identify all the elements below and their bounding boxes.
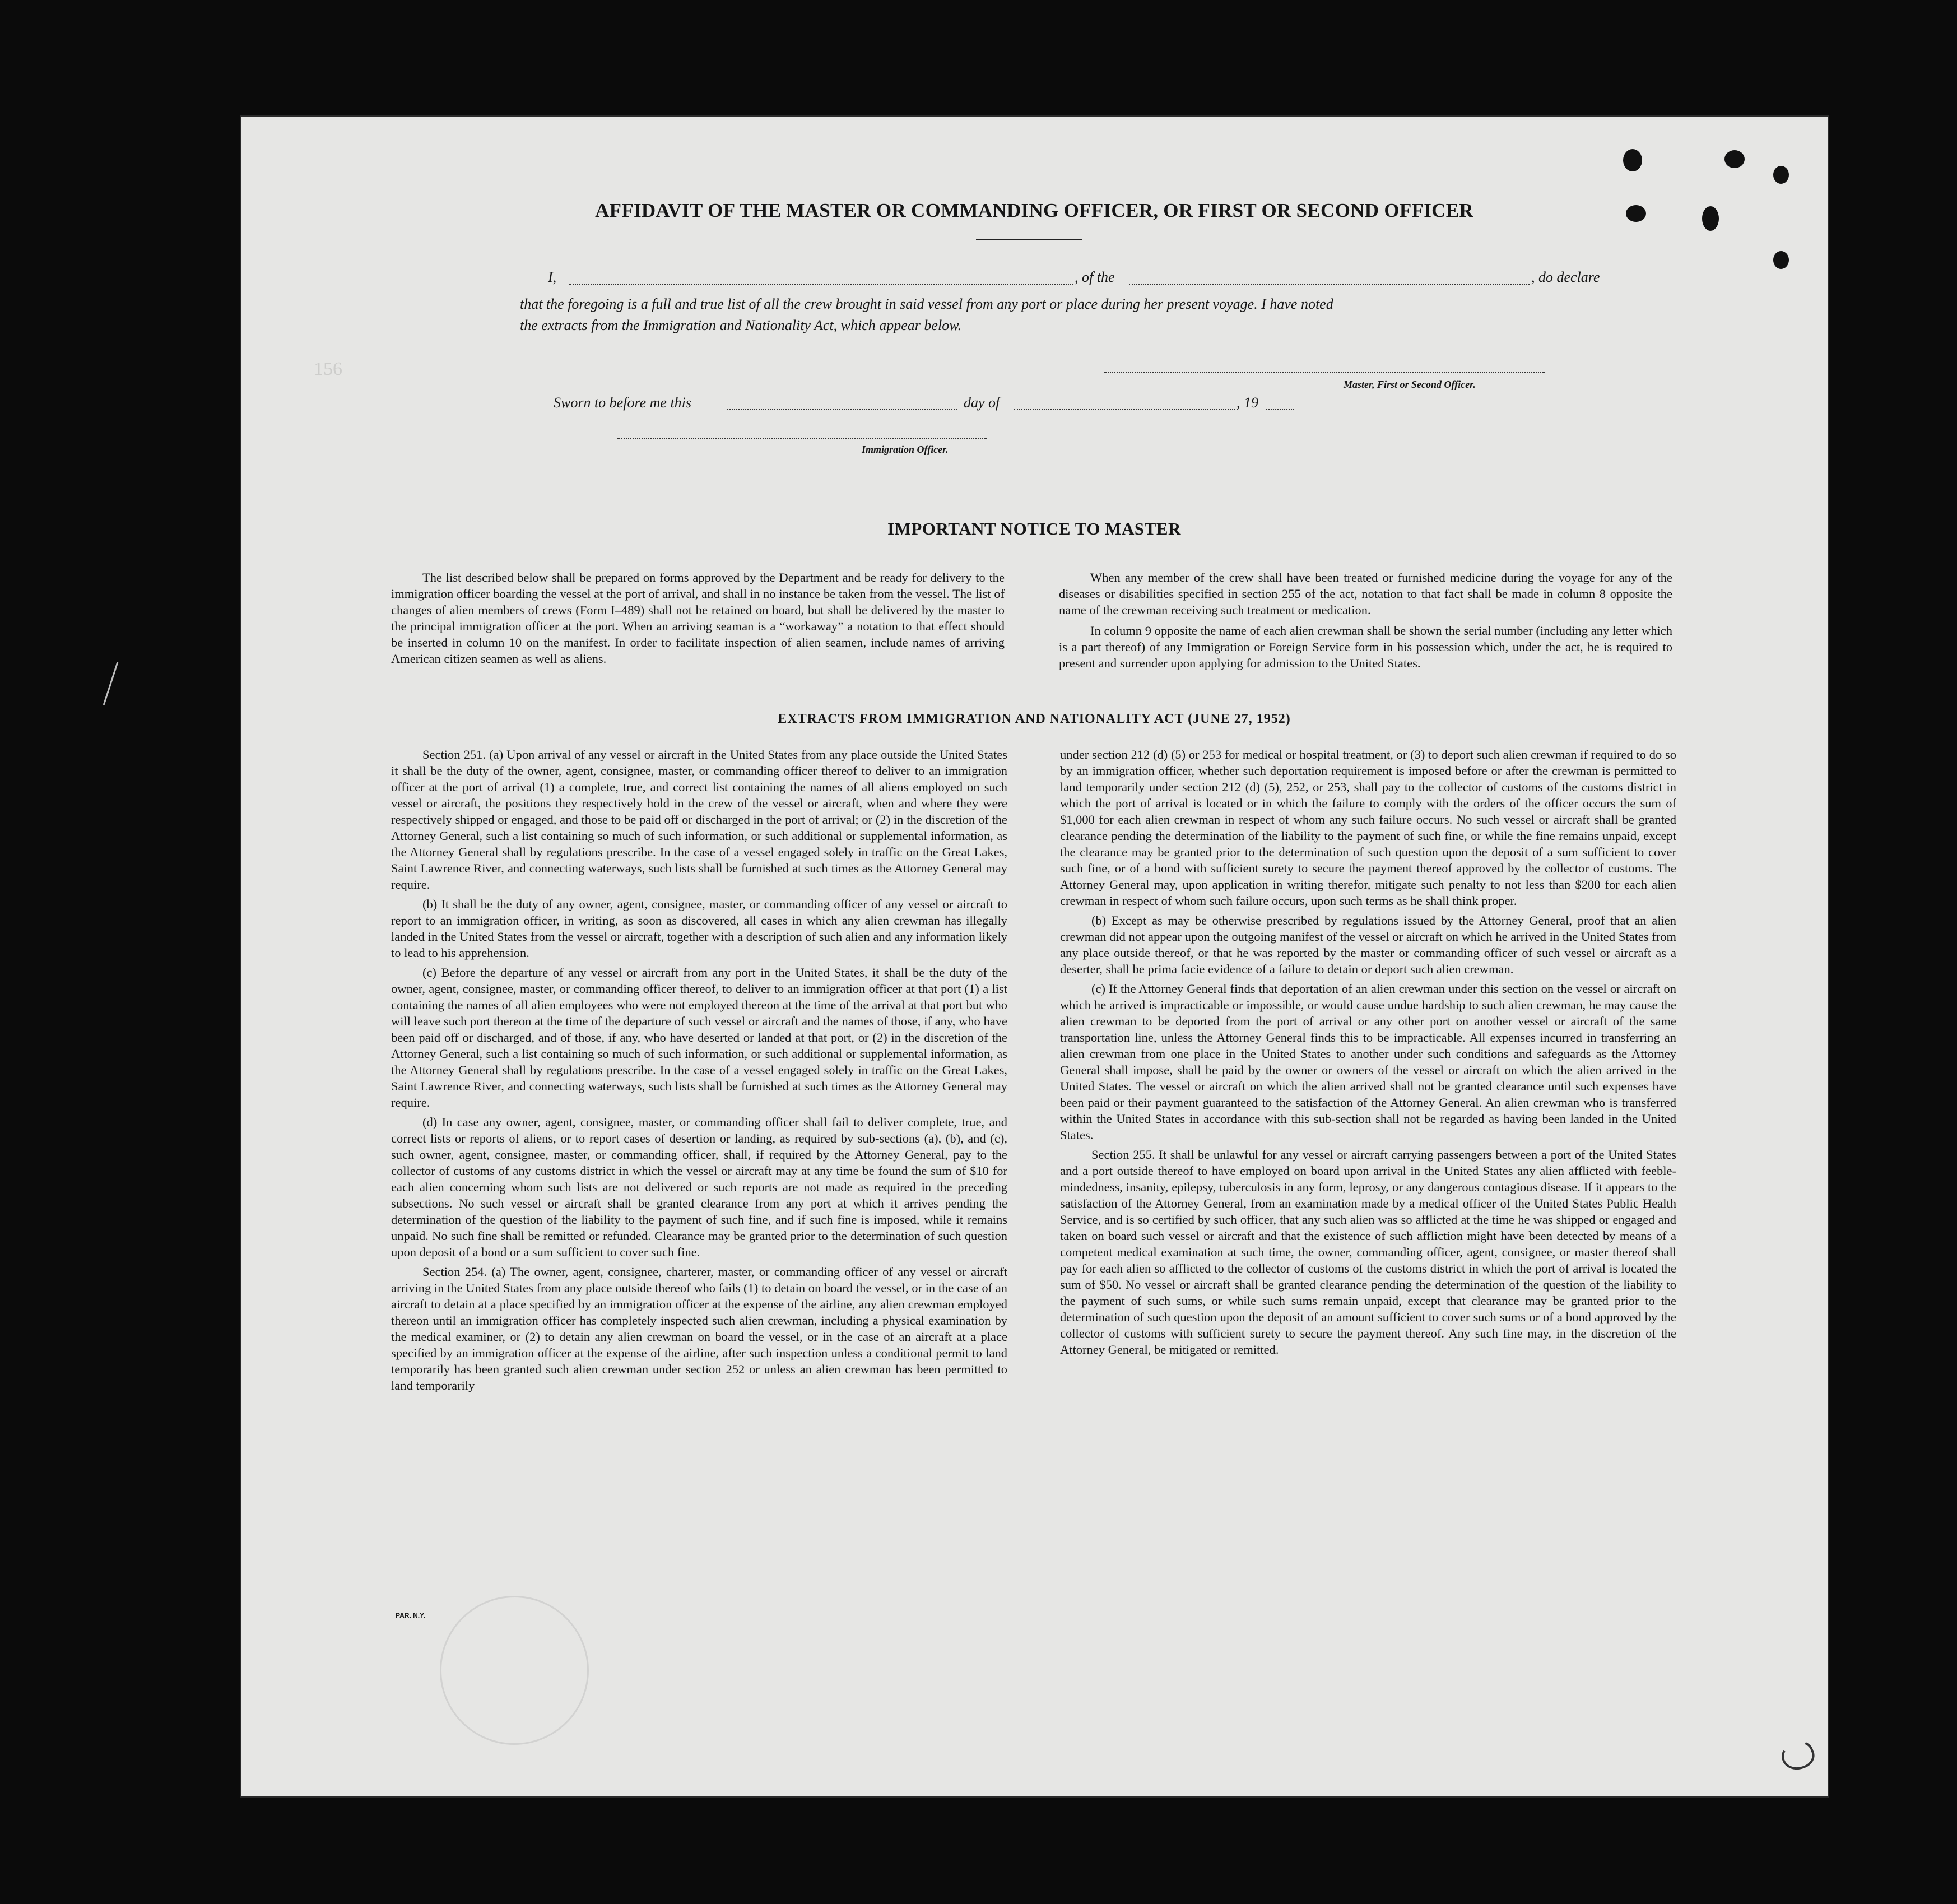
printer-mark: PAR. N.Y. <box>396 1612 426 1619</box>
sworn-day-blank[interactable] <box>727 409 957 410</box>
faint-show-through-mark: 156 <box>314 359 342 379</box>
vessel-blank[interactable] <box>1129 284 1530 285</box>
sworn-month-blank[interactable] <box>1014 409 1235 410</box>
document-page <box>241 117 1828 1796</box>
section-255: Section 255. It shall be unlawful for any vessel or aircraft carrying passengers between a port of the United States and a port outside thereof to have employed on board upon arrival in the United States any alien afflicted with feeble-mindedness, insanity, epilepsy, tuberculosis in any form, leprosy, or any dangerous contagious disease. If it appears to the satisfaction of the Attorney General, from an examination made by a medical officer of the United States Public Health Service, and is so certified by such officer, that any such alien was so afflicted at the time he was shipped or engaged and taken on board such vessel or aircraft and that the existence of such affliction might have been detected by means of a competent medical examination at such time, the owner, commanding officer, agent, consignee, or master thereof shall pay for each alien so afflicted to the collector of customs of the customs district in which the port of arrival is located the sum of $50. No vessel or aircraft shall be granted clearance pending the determination of the question of the liability to the payment of such sums, or while such sums remain unpaid, except that clearance may be granted prior to the determination of such question upon the deposit of an amount sufficient to cover such sums or of a bond approved by the collector of customs with sufficient surety to secure the payment thereof. Any such fine may, in the discretion of the Attorney General, be mitigated or remitted. <box>1060 1148 1676 1357</box>
section-254-a-continued: under section 212 (d) (5) or 253 for medical or hospital treatment, or (3) to deport such alien crewman if required to do so by an immigration officer, whether such deportation requirement is imposed before or after the crewman is permitted to land temporarily under section 212 (d) (5), 252, or 253, shall pay to the collector of customs of the customs district in which the port of arrival is located or in which the failure to comply with the orders of the officer occurs the sum of $1,000 for each alien crewman in respect of whom any such failure occurs. No such vessel or aircraft shall be granted clearance pending the determination of the liability to the payment of such fine, or while the fine remains unpaid, except the clearance may be granted prior to the determination of such question upon the deposit of a sum sufficient to cover such fine, or of a bond with sufficient surety to secure the payment thereof approved by the collector of customs. The Attorney General may, upon application in writing therefor, mitigate such penalty to not less than $200 for each alien crewman in respect of whom such failure occurs, upon such terms as he shall think proper. <box>1060 747 1676 908</box>
punch-hole <box>1773 251 1789 269</box>
notice-right-paragraph-2: In column 9 opposite the name of each alien crewman shall be shown the serial number (including any letter which is a part thereof) of any Immigration or Foreign Service form in his possession which, under the act, he is required to present and surrender upon applying for admission to the United States. <box>1059 624 1672 670</box>
extracts-left-column <box>391 746 1007 1395</box>
pencil-mark <box>1778 1737 1818 1775</box>
sworn-text: Sworn to before me this <box>554 394 692 411</box>
master-signature-label: Master, First or Second Officer. <box>1344 379 1476 390</box>
section-254-c: (c) If the Attorney General finds that deportation of an alien crewman under this section on the vessel or aircraft on which he arrived is impracticable or impossible, or would cause undue hardship to such alien crewman, he may cause the alien crewman to be deported from the port of arrival or any other port on another vessel or aircraft of the same transportation line, unless the Attorney General finds this to be impracticable. All expenses incurred in transferring an alien crewman from one place in the United States to another under such conditions and safeguards as the Attorney General shall impose, shall be paid by the owner or owners of the vessel or aircraft on which the alien arrived in the United States. The vessel or aircraft on which the alien arrived shall not be granted clearance until such expenses have been paid or their payment guaranteed to the satisfaction of the Attorney General. An alien crewman who is transferred within the United States in accordance with this sub-section shall not be regarded as having been landed in the United States. <box>1060 982 1676 1142</box>
punch-hole <box>1702 206 1719 231</box>
section-251-c: (c) Before the departure of any vessel or aircraft from any port in the United States, it shall be the duty of the owner, agent, consignee, master, or commanding officer thereof, to deliver to an immigration officer at that port (1) a list containing the names of all alien employees who were not employed thereon at the time of the arrival at that port but who will leave such port thereon at the time of the departure of such vessel or aircraft and the names of those, if any, who have been paid off or discharged, and of those, if any, who have deserted or landed at that port, or (2) in the discretion of the Attorney General, such a list containing so much of such information, or such additional or supplemental information, as the Attorney General shall by regulations prescribe. In the case of a vessel engaged solely in traffic on the Great Lakes, Saint Lawrence River, and connecting waterways, such lists shall be furnished at such times as the Attorney General may require. <box>391 965 1007 1109</box>
notice-heading: IMPORTANT NOTICE TO MASTER <box>887 519 1181 538</box>
extracts-heading: EXTRACTS FROM IMMIGRATION AND NATIONALITY ACT (JUNE 27, 1952) <box>778 712 1291 726</box>
day-of-text: day of <box>964 394 1000 411</box>
affidavit-line-3: the extracts from the Immigration and Nationality Act, which appear below. <box>520 317 962 333</box>
section-251-a: Section 251. (a) Upon arrival of any vessel or aircraft in the United States from any place outside the United States it shall be the duty of the owner, agent, consignee, master, or commanding officer thereof to deliver to an immigration officer at the port of arrival (1) a complete, true, and correct list containing the names of all aliens employed on such vessel or aircraft, the positions they respectively hold in the crew of the vessel or aircraft, when and where they were respectively shipped or engaged, and those to be paid off or discharged in the port of arrival; or (2) in the discretion of the Attorney General, such a list containing so much of such information, or such additional or supplemental information, as the Attorney General shall by regulations prescribe. In the case of a vessel engaged solely in traffic on the Great Lakes, Saint Lawrence River, and connecting waterways, such lists shall be furnished at such times as the Attorney General may require. <box>391 747 1007 891</box>
film-scratch <box>103 662 119 705</box>
section-251-b: (b) It shall be the duty of any owner, agent, consignee, master, or commanding officer of any vessel or aircraft to report to an immigration officer, in writing, as soon as discovered, all cases in which any alien crewman has illegally landed in the United States from the vessel or aircraft, together with a description of such alien and any information likely to lead to his apprehension. <box>391 897 1007 960</box>
affidavit-title: AFFIDAVIT OF THE MASTER OR COMMANDING OFFICER, OR FIRST OR SECOND OFFICER <box>595 199 1473 221</box>
punch-hole <box>1724 150 1745 168</box>
notice-left-paragraph: The list described below shall be prepared on forms approved by the Department and be ready for delivery to the immigration officer boarding the vessel at the port of arrival, and shall in no instance be taken from the vessel. The list of changes of alien members of crews (Form I–489) shall not be retained on board, but shall be delivered by the master to the principal immigration officer at the port. When an arriving seaman is a “workaway” a notation to that effect should be inserted in column 10 on the manifest. In order to facilitate inspection of alien seamen, include names of arriving American citizen seamen as well as aliens. <box>391 570 1005 666</box>
notice-left-column <box>391 569 1005 668</box>
affidavit-do-declare: , do declare <box>1531 269 1600 285</box>
master-signature-line[interactable] <box>1104 372 1545 373</box>
section-254-a: Section 254. (a) The owner, agent, consignee, charterer, master, or commanding officer of any vessel or aircraft arriving in the United States from any place outside thereof who fails (1) to detain on board the vessel, or in the case of an aircraft to detain at a place specified by an immigration officer at the expense of the airline, any alien crewman employed thereon until an immigration officer has completely inspected such alien crewman, including a physical examination by the medical examiner, or (2) to detain any alien crewman on board the vessel, or in the case of an aircraft at a place specified by an immigration officer at the expense of the airline, after such inspection unless a conditional permit to land temporarily has been granted such alien crewman under section 252 or unless an alien crewman has been permitted to land temporarily <box>391 1265 1007 1392</box>
faint-stamp <box>440 1596 589 1745</box>
officer-signature-label: Immigration Officer. <box>862 444 949 455</box>
year-blank[interactable] <box>1266 409 1294 410</box>
section-251-d: (d) In case any owner, agent, consignee, master, or commanding officer shall fail to deliver complete, true, and correct lists or reports of aliens, or to report cases of desertion or landing, as required by sub-sections (a), (b), and (c), such owner, agent, consignee, master, or commanding officer, shall, if required by the Attorney General, pay to the collector of customs of any customs district in which the vessel or aircraft may at any time be found the sum of $10 for each alien concerning whom such lists are not delivered or such reports are not made as required in the preceding subsections. No such vessel or aircraft shall be granted clearance from any port at which it arrives pending the determination of the question of the liability to the payment of such fine, and if such fine is imposed, while it remains unpaid. No such fine shall be remitted or refunded. Clearance may be granted prior to the determination of such question upon deposit of a bond or a sum sufficient to cover such fine. <box>391 1115 1007 1259</box>
officer-signature-line[interactable] <box>617 438 987 439</box>
affidavit-of-the: , of the <box>1075 269 1115 285</box>
punch-hole <box>1623 149 1642 171</box>
title-rule <box>976 239 1082 240</box>
section-254-b: (b) Except as may be otherwise prescribed by regulations issued by the Attorney General, proof that an alien crewman did not appear upon the outgoing manifest of the vessel or aircraft on which he arrived in the United States from any place outside thereof, or that he was reported by the master or commanding officer of such vessel or aircraft as a deserter, shall be prima facie evidence of a failure to detain or deport such alien crewman. <box>1060 913 1676 976</box>
affidavit-i: I, <box>548 269 557 285</box>
punch-hole <box>1773 166 1789 184</box>
year-text: , 19 <box>1237 394 1258 411</box>
notice-right-paragraph-1: When any member of the crew shall have been treated or furnished medicine during the voyage for any of the diseases or disabilities specified in section 255 of the act, notation to that fact shall be made in column 8 opposite the name of the crewman receiving such treatment or medication. <box>1059 570 1672 617</box>
notice-right-column <box>1059 569 1672 672</box>
affidavit-line-2: that the foregoing is a full and true list of all the crew brought in said vessel from any port or place during her present voyage. I have noted <box>520 296 1333 312</box>
punch-hole <box>1626 205 1646 222</box>
extracts-right-column <box>1060 746 1676 1359</box>
name-blank[interactable] <box>569 284 1073 285</box>
